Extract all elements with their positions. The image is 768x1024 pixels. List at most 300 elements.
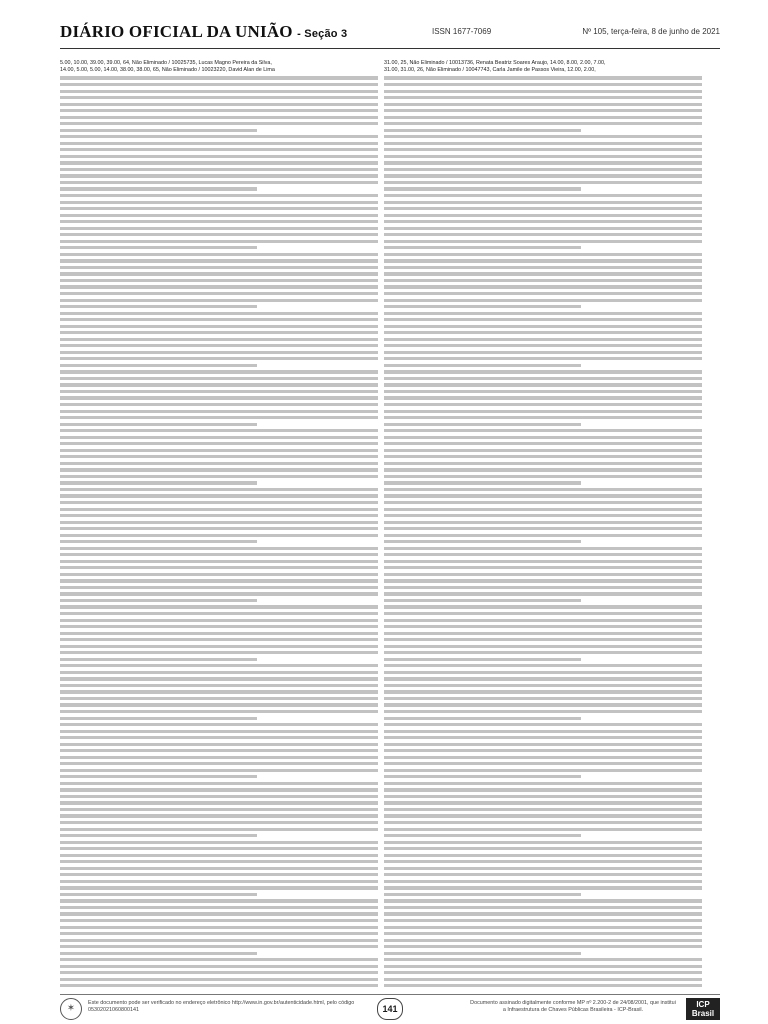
text-line-placeholder [384,194,702,197]
text-line-placeholder [60,952,257,955]
text-line-placeholder [60,893,257,896]
text-line-placeholder [384,142,702,145]
text-line-placeholder [384,318,702,321]
text-line-placeholder [60,442,378,445]
text-line-placeholder [60,801,378,804]
text-line-placeholder [60,292,378,295]
text-line-placeholder [60,540,257,543]
text-line-placeholder [60,508,378,511]
text-line-placeholder [60,612,378,615]
text-line-placeholder [60,736,378,739]
text-line-placeholder [60,429,378,432]
text-line-placeholder [384,834,581,837]
text-line-placeholder [384,847,702,850]
text-line-placeholder [384,299,702,302]
page-number: 141 [377,998,403,1020]
text-line-placeholder [60,664,378,667]
text-line-placeholder [384,214,702,217]
text-line-placeholder [384,187,581,190]
text-line-placeholder [60,932,378,935]
text-line-placeholder [60,299,378,302]
text-line-placeholder [384,383,702,386]
text-line-placeholder [60,651,378,654]
text-line-placeholder [384,449,702,452]
text-line-placeholder [60,710,378,713]
text-line-placeholder [384,547,702,550]
text-line-placeholder [60,90,378,93]
text-line-placeholder [60,521,378,524]
right-column [384,60,702,990]
verification-notice: Este documento pode ser verificado no endereço eletrônico http://www.in.gov.br/autenticidade.html, pelo código 05302021060800141 [88,1000,355,1013]
text-line-placeholder [384,749,702,752]
text-line-placeholder [384,279,702,282]
text-line-placeholder [384,808,702,811]
text-line-placeholder [60,527,378,530]
text-line-placeholder [384,664,702,667]
text-line-placeholder [384,684,702,687]
text-line-placeholder [60,331,378,334]
text-line-placeholder [60,749,378,752]
text-line-placeholder [384,109,702,112]
text-line-placeholder [384,677,702,680]
text-line-placeholder [384,939,702,942]
text-line-placeholder [384,455,702,458]
text-line-placeholder [384,632,702,635]
text-line-placeholder [384,671,702,674]
text-line-placeholder [384,971,702,974]
text-line-placeholder [60,730,378,733]
text-line-placeholder [60,312,378,315]
text-line-placeholder [384,357,702,360]
text-line-placeholder [384,860,702,863]
text-line-placeholder [60,351,378,354]
text-line-placeholder [384,762,702,765]
text-line-placeholder [384,416,702,419]
text-line-placeholder [384,390,702,393]
text-line-placeholder [60,468,378,471]
text-line-placeholder [60,220,378,223]
text-line-placeholder [60,821,378,824]
text-line-placeholder [60,357,378,360]
page-header [60,22,720,49]
text-line-placeholder [384,220,702,223]
text-line-placeholder [384,645,702,648]
text-line-placeholder [60,253,378,256]
text-line-placeholder [60,135,378,138]
text-line-placeholder [384,325,702,328]
text-line-placeholder [60,828,378,831]
text-line-placeholder [384,181,702,184]
text-line-placeholder [60,416,378,419]
text-line-placeholder [60,142,378,145]
text-line-placeholder [384,403,702,406]
text-line-placeholder [60,814,378,817]
text-line-placeholder [60,984,378,987]
text-line-placeholder [60,834,257,837]
text-line-placeholder [60,240,378,243]
text-line-placeholder [60,899,378,902]
text-line-placeholder [384,508,702,511]
text-line-placeholder [384,978,702,981]
text-line-placeholder [384,710,702,713]
text-line-placeholder [384,494,702,497]
text-line-placeholder [384,553,702,556]
text-line-placeholder [384,122,702,125]
text-line-placeholder [60,181,378,184]
text-line: 31.00, 25, Não Eliminado / 10013736, Renata Beatriz Soares Araujo, 14.00, 8.00, 2.00, 7.00, [384,60,606,66]
text-line-placeholder [60,579,378,582]
text-line-placeholder [60,560,378,563]
text-line-placeholder [384,782,702,785]
text-line-placeholder [384,651,702,654]
text-line-placeholder [384,272,702,275]
text-line-placeholder [60,168,378,171]
text-line-placeholder [60,201,378,204]
text-line-placeholder [384,658,581,661]
issn-label: ISSN 1677-7069 [432,27,492,36]
unreadable-text-placeholder [384,76,702,987]
text-line-placeholder [60,808,378,811]
text-line-placeholder [60,586,378,589]
text-line-placeholder [384,756,702,759]
text-line-placeholder [60,847,378,850]
text-line-placeholder [60,122,378,125]
text-line-placeholder [60,194,378,197]
text-line-placeholder [60,318,378,321]
text-line-placeholder [384,873,702,876]
text-line-placeholder [60,632,378,635]
text-line-placeholder [384,703,702,706]
text-line-placeholder [60,488,378,491]
text-line-placeholder [60,782,378,785]
text-line-placeholder [384,501,702,504]
text-line-placeholder [384,135,702,138]
text-line-placeholder [60,475,378,478]
text-line-placeholder [384,292,702,295]
text-line-placeholder [384,743,702,746]
text-line-placeholder [60,423,257,426]
text-line-placeholder [384,638,702,641]
text-line-placeholder [60,658,257,661]
text-line-placeholder [60,207,378,210]
text-line-placeholder [60,971,378,974]
text-line-placeholder [384,795,702,798]
text-line-placeholder [384,586,702,589]
text-line-placeholder [60,958,378,961]
text-line-placeholder [60,481,257,484]
text-line-placeholder [384,880,702,883]
text-line-placeholder [60,325,378,328]
text-line: 14.00, 5.00, 5.00, 14.00, 38.00, 38.00, 65, Não Eliminado / 10023220, David Alan de Lima [60,66,275,73]
text-line: 31.00, 31.00, 26, Não Eliminado / 10047743, Carla Jamile de Passos Vieira, 12.00, 2.00, [384,66,596,73]
text-line-placeholder [60,690,378,693]
text-line-placeholder [384,514,702,517]
text-line-placeholder [384,442,702,445]
text-line-placeholder [60,246,257,249]
text-line-placeholder [60,534,378,537]
text-line-placeholder [60,939,378,942]
text-line-placeholder [60,233,378,236]
text-line-placeholder [384,83,702,86]
text-line-placeholder [60,775,257,778]
text-line-placeholder [60,116,378,119]
text-line-placeholder [384,410,702,413]
text-line-placeholder [60,625,378,628]
text-line-placeholder [60,305,257,308]
text-line-placeholder [384,521,702,524]
text-line-placeholder [384,612,702,615]
text-line-placeholder [60,259,378,262]
text-line-placeholder [60,96,378,99]
text-line-placeholder [384,312,702,315]
text-line-placeholder [384,945,702,948]
text-line-placeholder [60,155,378,158]
text-line-placeholder [384,429,702,432]
text-line-placeholder [384,854,702,857]
text-line-placeholder [384,475,702,478]
text-line-placeholder [384,116,702,119]
text-line-placeholder [384,579,702,582]
text-line-placeholder [384,103,702,106]
text-line-placeholder [384,201,702,204]
text-line-placeholder [60,410,378,413]
text-line-placeholder [384,462,702,465]
text-line-placeholder [384,573,702,576]
text-line-placeholder [60,703,378,706]
text-line-placeholder [60,514,378,517]
text-line-placeholder [60,854,378,857]
text-line-placeholder [60,547,378,550]
text-line-placeholder [384,984,702,987]
text-line-placeholder [384,867,702,870]
text-line-placeholder [60,945,378,948]
brasao-seal-icon: ✶ [60,998,82,1020]
text-line-placeholder [60,377,378,380]
text-line-placeholder [60,462,378,465]
text-line-placeholder [60,965,378,968]
text-line-placeholder [60,605,378,608]
text-line-placeholder [384,338,702,341]
text-line-placeholder [60,769,378,772]
icp-brasil-logo-icon: ICP Brasil [686,998,720,1020]
text-line-placeholder [60,978,378,981]
text-line-placeholder [60,723,378,726]
text-line-placeholder [60,886,378,889]
text-line-placeholder [60,671,378,674]
text-line-placeholder [60,677,378,680]
text-line-placeholder [60,174,378,177]
text-line-placeholder [384,952,581,955]
text-line-placeholder [384,344,702,347]
text-line-placeholder [384,906,702,909]
text-line-placeholder [384,90,702,93]
text-line-placeholder [384,965,702,968]
text-line-placeholder [384,246,581,249]
text-line-placeholder [384,697,702,700]
text-line-placeholder [384,893,581,896]
text-line-placeholder [384,723,702,726]
text-line-placeholder [384,96,702,99]
text-line-placeholder [60,344,378,347]
text-line-placeholder [384,266,702,269]
text-line: 5.00, 10.00, 39.00, 39.00, 64, Não Eliminado / 10025735, Lucas Magno Pereira da Silva, [60,60,272,66]
text-line-placeholder [60,129,257,132]
text-line-placeholder [60,912,378,915]
text-line-placeholder [60,795,378,798]
text-line-placeholder [384,886,702,889]
text-line-placeholder [384,436,702,439]
text-line-placeholder [384,814,702,817]
text-line-placeholder [384,305,581,308]
text-line-placeholder [384,821,702,824]
text-line-placeholder [384,625,702,628]
text-line-placeholder [60,494,378,497]
text-line-placeholder [60,383,378,386]
text-line-placeholder [384,932,702,935]
text-line-placeholder [384,540,581,543]
text-line-placeholder [384,233,702,236]
text-line-placeholder [60,109,378,112]
text-line-placeholder [60,370,378,373]
text-line-placeholder [384,769,702,772]
text-line-placeholder [60,599,257,602]
text-line-placeholder [60,645,378,648]
text-line-placeholder [60,638,378,641]
text-line-placeholder [60,756,378,759]
text-line-placeholder [60,717,257,720]
publication-title [60,22,347,42]
text-line-placeholder [60,592,378,595]
text-line-placeholder [384,730,702,733]
text-line-placeholder [384,481,581,484]
text-line-placeholder [60,103,378,106]
text-line-placeholder [60,762,378,765]
text-line-placeholder [60,214,378,217]
text-line-placeholder [60,279,378,282]
text-line-placeholder [60,860,378,863]
text-line-placeholder [384,468,702,471]
text-line-placeholder [384,717,581,720]
text-line-placeholder [384,527,702,530]
text-line-placeholder [60,553,378,556]
text-line-placeholder [384,690,702,693]
text-line-placeholder [60,841,378,844]
text-line-placeholder [384,926,702,929]
text-line-placeholder [384,801,702,804]
text-line-placeholder [60,338,378,341]
text-line-placeholder [60,573,378,576]
text-line-placeholder [384,129,581,132]
text-line-placeholder [60,390,378,393]
text-line-placeholder [384,155,702,158]
text-line-placeholder [60,743,378,746]
text-line-placeholder [60,449,378,452]
text-line-placeholder [384,788,702,791]
section-label: - Seção 3 [297,28,348,40]
text-line-placeholder [384,560,702,563]
text-line-placeholder [60,619,378,622]
text-line-placeholder [384,259,702,262]
publication-name: DIÁRIO OFICIAL DA UNIÃO [60,22,293,41]
text-line-placeholder [60,436,378,439]
text-line-placeholder [60,455,378,458]
text-line-placeholder [60,501,378,504]
signature-notice: Documento assinado digitalmente conforme MP nº 2.200-2 de 24/08/2001, que institui a Infraestrutura de Chaves Públicas Brasileira - ICP-Brasil. [470,1000,676,1013]
text-line-placeholder [60,227,378,230]
text-line-placeholder [384,364,581,367]
text-line-placeholder [384,488,702,491]
unreadable-text-placeholder [60,76,378,987]
text-line-placeholder [60,187,257,190]
text-line-placeholder [384,841,702,844]
text-line-placeholder [384,207,702,210]
text-line-placeholder [60,926,378,929]
text-line-placeholder [60,364,257,367]
text-line-placeholder [384,534,702,537]
text-line-placeholder [384,899,702,902]
text-line-placeholder [384,285,702,288]
text-line-placeholder [384,619,702,622]
text-line-placeholder [60,272,378,275]
edition-label: Nº 105, terça-feira, 8 de junho de 2021 [582,27,720,36]
text-line-placeholder [384,377,702,380]
text-line-placeholder [60,697,378,700]
text-line-placeholder [384,351,702,354]
text-line-placeholder [60,266,378,269]
text-line-placeholder [60,148,378,151]
text-line-placeholder [384,423,581,426]
text-line-placeholder [384,76,702,79]
text-line-placeholder [60,880,378,883]
text-line-placeholder [60,285,378,288]
text-line-placeholder [384,592,702,595]
left-column [60,60,378,990]
text-line-placeholder [60,684,378,687]
text-line-placeholder [384,828,702,831]
text-line-placeholder [384,566,702,569]
text-line-placeholder [384,240,702,243]
text-line-placeholder [384,775,581,778]
text-line-placeholder [384,227,702,230]
text-line-placeholder [60,919,378,922]
text-line-placeholder [60,76,378,79]
text-line-placeholder [384,331,702,334]
text-line-placeholder [384,958,702,961]
text-line-placeholder [60,83,378,86]
text-line-placeholder [384,168,702,171]
text-line-placeholder [60,788,378,791]
text-line-placeholder [60,867,378,870]
text-line-placeholder [60,873,378,876]
text-line-placeholder [384,396,702,399]
text-line-placeholder [384,174,702,177]
text-line-placeholder [60,906,378,909]
text-line-placeholder [384,253,702,256]
text-line-placeholder [60,396,378,399]
text-line-placeholder [384,736,702,739]
text-line-placeholder [60,566,378,569]
text-line-placeholder [384,599,581,602]
text-line-placeholder [384,605,702,608]
page-footer [60,998,720,1022]
text-line-placeholder [384,919,702,922]
text-line-placeholder [384,161,702,164]
text-line-placeholder [384,370,702,373]
text-line-placeholder [384,912,702,915]
footer-divider [60,994,720,995]
text-line-placeholder [384,148,702,151]
text-line-placeholder [60,403,378,406]
